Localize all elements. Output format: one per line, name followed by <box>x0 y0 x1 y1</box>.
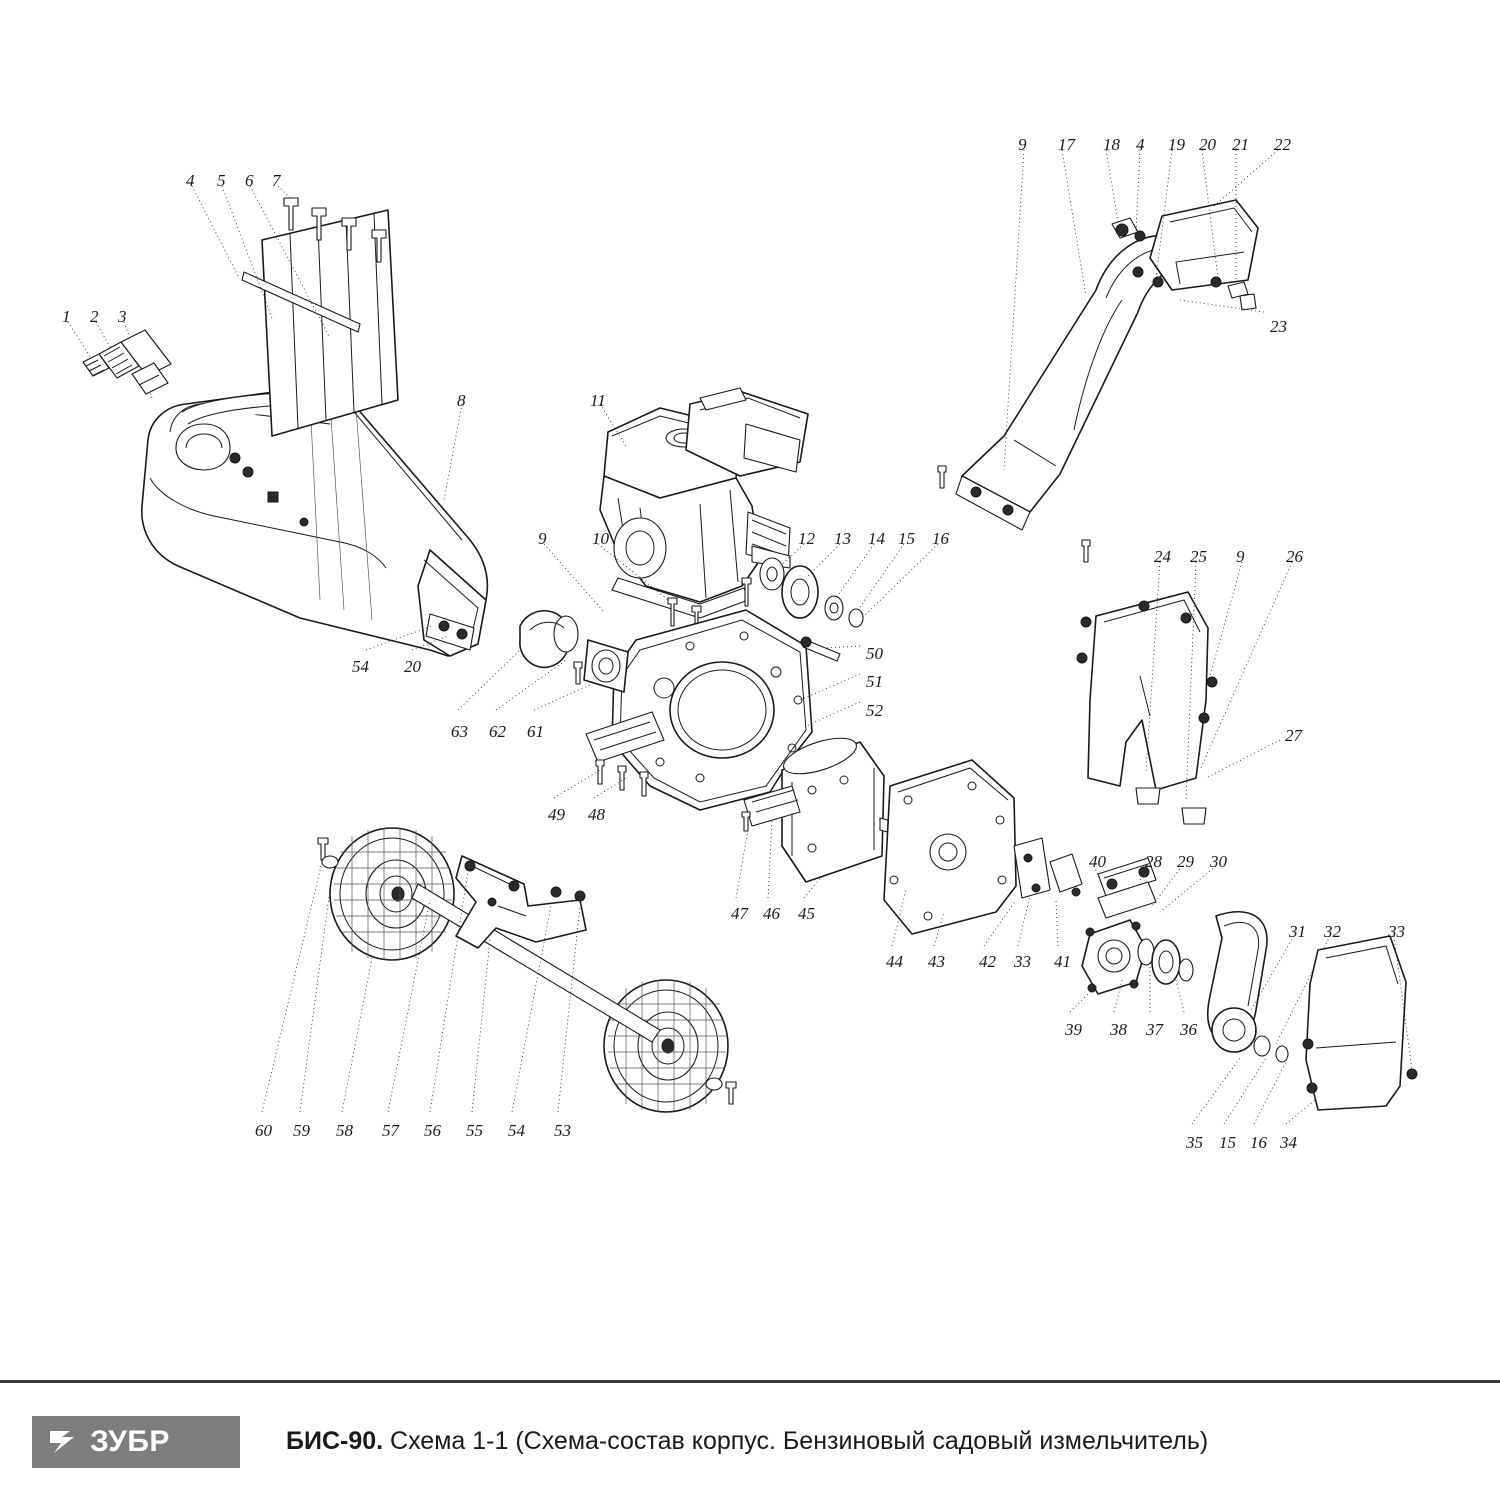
callout-number: 11 <box>590 391 606 410</box>
callout-number: 36 <box>1180 1020 1197 1039</box>
callout-number: 42 <box>979 952 996 971</box>
callout-number: 43 <box>928 952 945 971</box>
callout-number: 46 <box>763 904 780 923</box>
callout-number: 28 <box>1145 852 1162 871</box>
part-group-engine <box>544 388 808 634</box>
callout-number: 13 <box>834 529 851 548</box>
footer-caption <box>286 1427 1208 1456</box>
callout-number: 16 <box>1250 1133 1267 1152</box>
callout-number: 33 <box>1388 922 1405 941</box>
part-group-belt-cover <box>1303 936 1417 1110</box>
callout-number: 52 <box>866 701 883 720</box>
brand-logo <box>32 1416 240 1468</box>
callout-number: 15 <box>1219 1133 1236 1152</box>
callout-number: 4 <box>186 171 195 190</box>
callout-number: 58 <box>336 1121 353 1140</box>
callout-number: 54 <box>508 1121 525 1140</box>
callout-number: 29 <box>1177 852 1194 871</box>
callout-number: 61 <box>527 722 544 741</box>
callout-number: 48 <box>588 805 605 824</box>
part-group-wheels <box>262 828 736 1112</box>
zubr-arrow-icon <box>46 1425 80 1459</box>
part-group-side-guard <box>1077 562 1292 824</box>
callout-number: 3 <box>118 307 127 326</box>
callout-number: 6 <box>245 171 254 190</box>
callout-number: 34 <box>1280 1133 1297 1152</box>
callout-number: 15 <box>898 529 915 548</box>
callout-number: 5 <box>217 171 226 190</box>
callout-number: 9 <box>1236 547 1245 566</box>
callout-number: 4 <box>1136 135 1145 154</box>
part-group-chute <box>938 150 1278 562</box>
model-title: БИС-90. <box>286 1427 384 1455</box>
callout-number: 30 <box>1210 852 1227 871</box>
callout-number: 22 <box>1274 135 1291 154</box>
callout-number: 50 <box>866 644 883 663</box>
scheme-caption: Схема 1-1 (Схема-состав корпус. Бензиновый садовый измельчитель) <box>390 1427 1209 1455</box>
callout-number: 37 <box>1146 1020 1163 1039</box>
callout-number: 49 <box>548 805 565 824</box>
callout-number: 1 <box>62 307 71 326</box>
callout-number: 59 <box>293 1121 310 1140</box>
callout-number: 57 <box>382 1121 399 1140</box>
callout-number: 25 <box>1190 547 1207 566</box>
callout-number: 53 <box>554 1121 571 1140</box>
part-group-side-plate <box>884 760 1082 946</box>
callout-number: 10 <box>592 529 609 548</box>
brand-name: ЗУБР <box>90 1424 170 1458</box>
callout-number: 51 <box>866 672 883 691</box>
callout-number: 62 <box>489 722 506 741</box>
callout-number: 20 <box>404 657 421 676</box>
callout-number: 45 <box>798 904 815 923</box>
callout-number: 39 <box>1065 1020 1082 1039</box>
callout-number: 2 <box>90 307 99 326</box>
callout-number: 33 <box>1014 952 1031 971</box>
callout-number: 21 <box>1232 135 1249 154</box>
callout-number: 38 <box>1110 1020 1127 1039</box>
callout-number: 55 <box>466 1121 483 1140</box>
callout-number: 9 <box>538 529 547 548</box>
callout-number: 9 <box>1018 135 1027 154</box>
callout-number: 18 <box>1103 135 1120 154</box>
callout-number: 23 <box>1270 317 1287 336</box>
callout-number: 8 <box>457 391 466 410</box>
callout-number: 41 <box>1054 952 1071 971</box>
callout-number: 17 <box>1058 135 1075 154</box>
callout-number: 14 <box>868 529 885 548</box>
callout-number: 19 <box>1168 135 1185 154</box>
callout-number: 27 <box>1285 726 1302 745</box>
callout-number: 56 <box>424 1121 441 1140</box>
callout-number: 24 <box>1154 547 1171 566</box>
callout-number: 35 <box>1186 1133 1203 1152</box>
part-group-tensioner <box>1070 858 1330 1124</box>
callout-number: 12 <box>798 529 815 548</box>
callout-number: 47 <box>731 904 748 923</box>
callout-number: 63 <box>451 722 468 741</box>
footer-bar <box>0 1380 1500 1500</box>
callout-number: 31 <box>1289 922 1306 941</box>
callout-number: 40 <box>1089 852 1106 871</box>
callout-number: 20 <box>1199 135 1216 154</box>
callout-number: 32 <box>1324 922 1341 941</box>
callout-number: 54 <box>352 657 369 676</box>
part-group-inlet-cone <box>458 611 628 710</box>
callout-number: 44 <box>886 952 903 971</box>
callout-number: 60 <box>255 1121 272 1140</box>
callout-number: 16 <box>932 529 949 548</box>
callout-number: 26 <box>1286 547 1303 566</box>
callout-number: 7 <box>272 171 281 190</box>
